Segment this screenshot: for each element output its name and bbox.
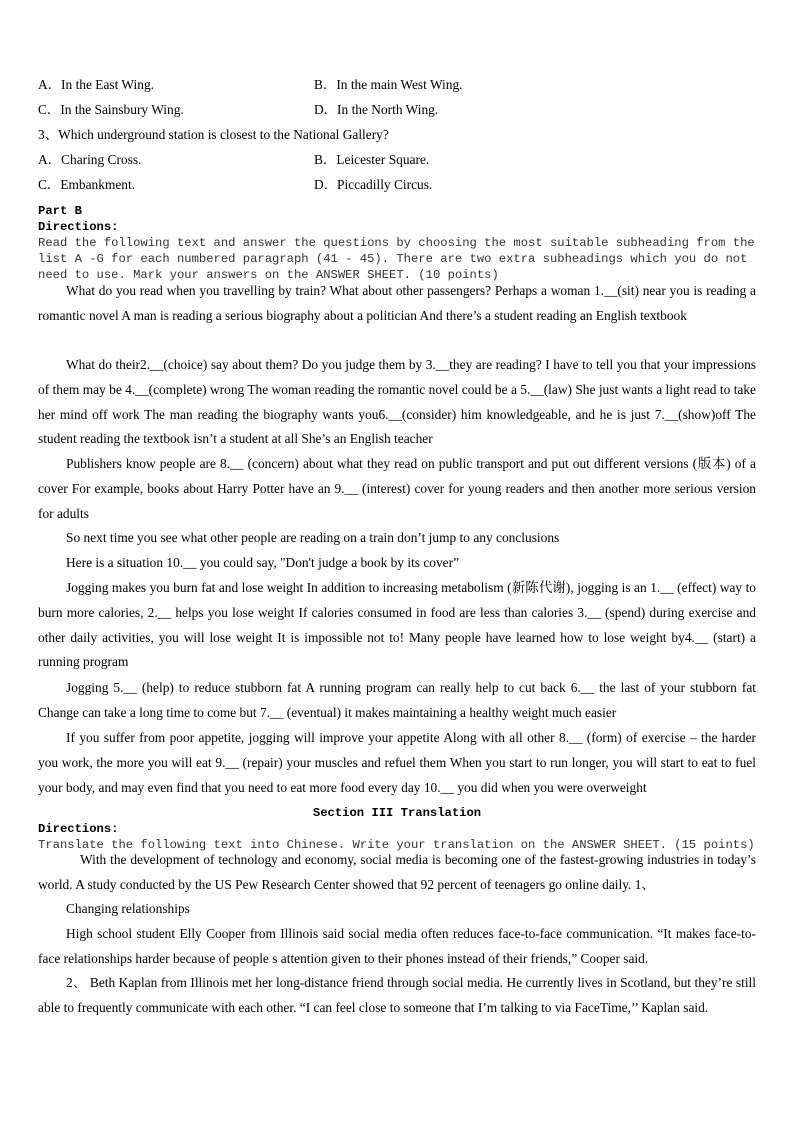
q3-option-a: A．Charing Cross. [38, 152, 142, 167]
q2-option-a: A．In the East Wing. [38, 77, 154, 92]
part-b-paragraph-8: If you suffer from poor appetite, jogging will improve your appetite Along with all other 8.__ (form) of exercise – the harder you work, the more you will eat 9.__ (repair) your muscles and refuel them When you start to run longer, you will start to eat to fuel your body, and may even find that you need to eat more food every day 10.__ you did when you were overweight [38, 730, 756, 795]
part-b-paragraph-2: What do their2.__(choice) say about them? Do you judge them by 3.__they are reading? I have to tell you that your impressions of them may be 4.__(complete) wrong The woman reading the romantic novel could be a 5.__(law) She just wants a light read to take her mind off work The man reading the biography wants you6.__(consider) him knowledgeable, and he is just 7.__(show)off The student reading the textbook isn’t a student at all She’s an English teacher [38, 357, 756, 447]
section-3-paragraph-1: With the development of technology and economy, social media is becoming one of the fastest-growing industries in today’s world. A study conducted by the US Pew Research Center showed that 92 percent of teenagers go online daily. 1、 [38, 852, 756, 892]
part-b-paragraph-7: Jogging 5.__ (help) to reduce stubborn fat A running program can really help to cut back 6.__ the last of your stubborn fat Change can take a long time to come but 7.__ (eventual) it makes maintaining a healthy weight much easier [38, 680, 756, 720]
q2-option-c: C．In the Sainsbury Wing. [38, 102, 184, 117]
part-b-paragraph-5: Here is a situation 10.__ you could say, "Don't judge a book by its cover” [66, 555, 460, 570]
part-b-paragraph-6: Jogging makes you burn fat and lose weight In addition to increasing metabolism (新陈代谢), jogging is an 1.__ (effect) way to burn more calories, 2.__ helps you lose weight If calories consumed in food are less than calories 3.__ (spend) during exercise and other daily activities, you will lose weight It is impossible not to! Many people have learned how to lose weight by4.__ (start) a running program [38, 580, 756, 670]
part-b-title: Part B [38, 204, 82, 218]
q2-options-row-1 [38, 75, 758, 95]
q3-option-d: D．Piccadilly Circus. [314, 177, 433, 192]
q3-option-b: B．Leicester Square. [314, 152, 430, 167]
q3-options-row-1 [38, 150, 758, 170]
part-b-directions-text: Read the following text and answer the questions by choosing the most suitable subheading from the list A -G for each numbered paragraph (41 - 45). There are two extra subheadings which you do not need to use. Mark your answers on the ANSWER SHEET. (10 points) [38, 236, 755, 282]
section-3-paragraph-2: High school student Elly Cooper from Illinois said social media often reduces face-to-face communication. “It makes face-to-face relationships harder because of people s attention given to their phones instead of their friends,” Cooper said. [38, 926, 756, 966]
q2-option-d: D．In the North Wing. [314, 102, 439, 117]
part-b-paragraph-1: What do you read when you travelling by train? What about other passengers? Perhaps a woman 1.__(sit) near you is reading a romantic novel A man is reading a serious biography about a politician And there’s a student reading an English textbook [38, 283, 756, 323]
section-3-paragraph-3: 2、 Beth Kaplan from Illinois met her long-distance friend through social media. He currently lives in Scotland, but they’re still able to frequently communicate with each other. “I can feel close to someone that I’m talking to via FaceTime,’’ Kaplan said. [38, 975, 756, 1015]
q2-options-row-2 [38, 100, 758, 120]
q3-question: 3、Which underground station is closest to the National Gallery? [38, 127, 389, 142]
part-b-paragraph-3: Publishers know people are 8.__ (concern) about what they read on public transport and put out different versions (版本) of a cover For example, books about Harry Potter have an 9.__ (interest) cover for young readers and then another more serious version for adults [38, 456, 756, 521]
q3-options-row-2 [38, 175, 758, 195]
part-b-directions-label: Directions: [38, 220, 119, 234]
part-b-paragraph-4: So next time you see what other people are reading on a train don’t jump to any conclusions [66, 530, 560, 545]
section-3-subheading: Changing relationships [66, 901, 190, 916]
section-3-directions-text: Translate the following text into Chinese. Write your translation on the ANSWER SHEET. (15 points) [38, 838, 755, 852]
q2-option-b: B．In the main West Wing. [314, 77, 463, 92]
section-3-title: Section III Translation [312, 806, 482, 820]
section-3-directions-label: Directions: [38, 822, 119, 836]
q3-option-c: C．Embankment. [38, 177, 136, 192]
